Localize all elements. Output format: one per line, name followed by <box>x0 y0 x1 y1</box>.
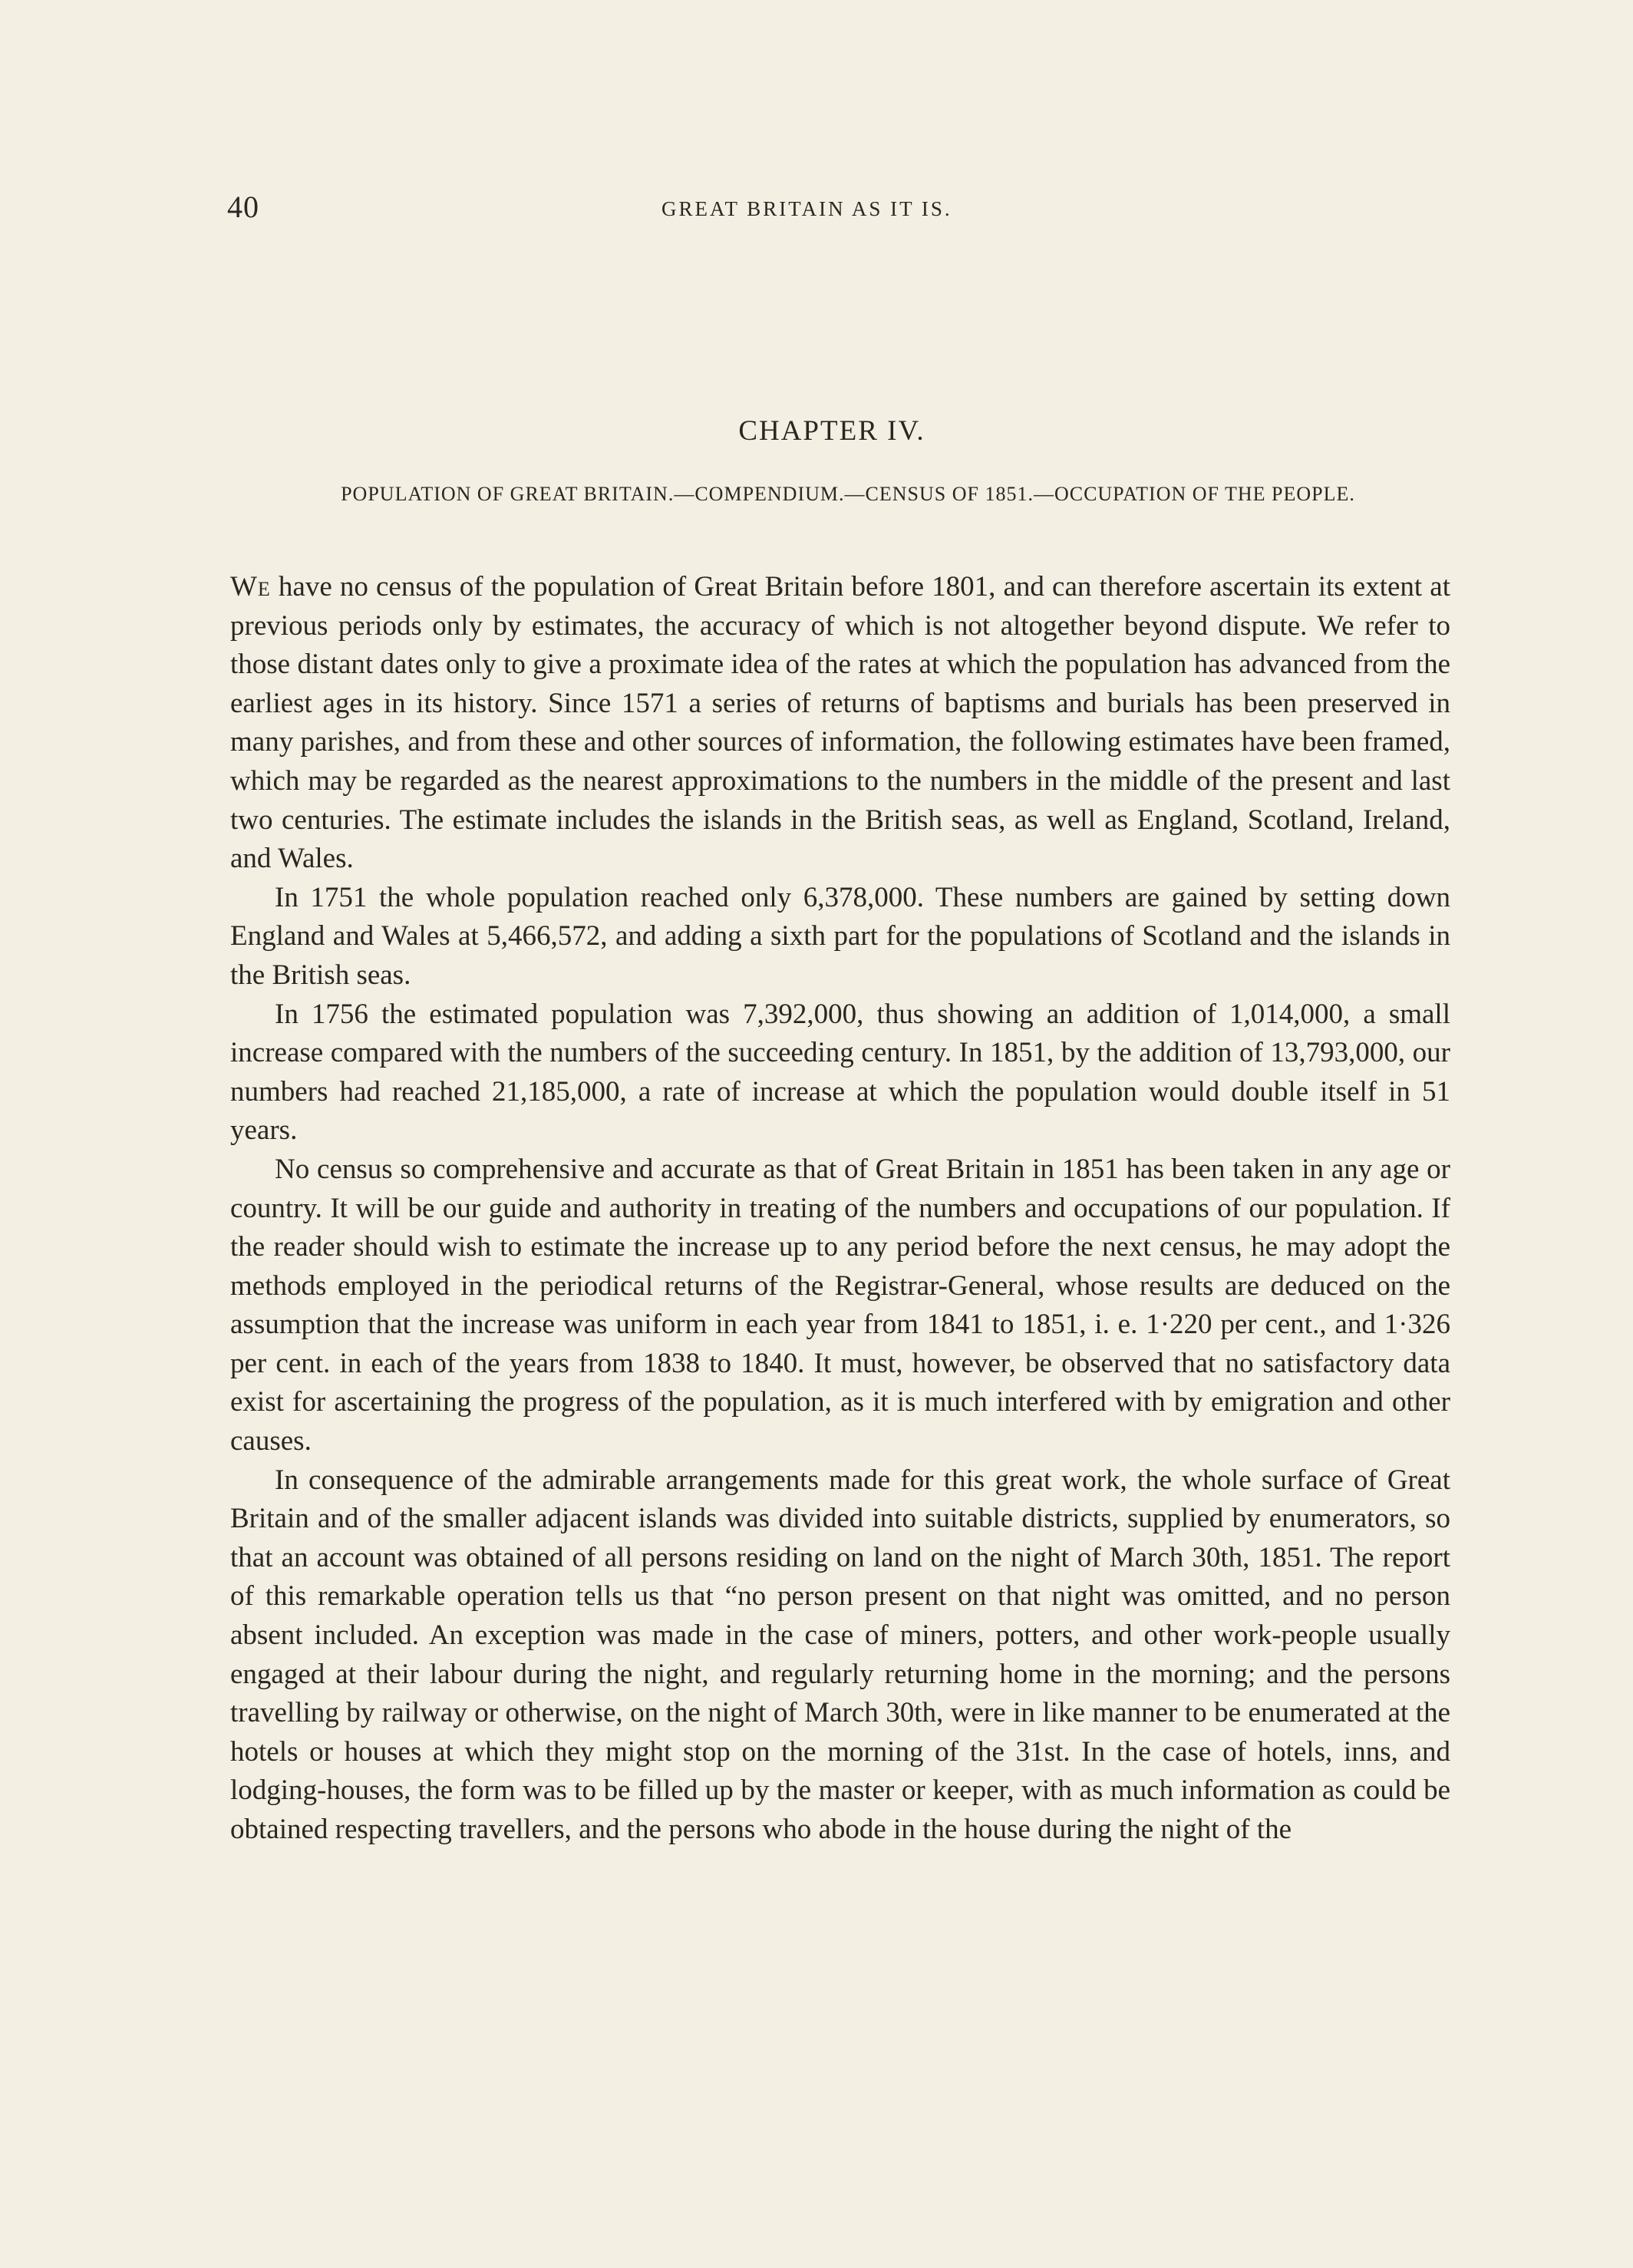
body-text <box>230 568 1450 1850</box>
paragraph-3: In 1756 the estimated population was 7,392,000, thus showing an addition of 1,014,000, a small increase compared with the numbers of the succeeding century. In 1851, by the addition of 13,793,000, our numbers had reached 21,185,000, a rate of increase at which the population would double itself in 51 years. <box>230 998 1450 1147</box>
paragraph-text: have no census of the population of Great Britain before 1801, and can therefore ascertain its extent at previous periods only by estimates, the accuracy of which is not altogether beyond dispute. We refer to those distant dates only to give a proximate idea of the rates at which the population has advanced from the earliest ages in its history. Since 1571 a series of returns of baptisms and burials has been preserved in many parishes, and from these and other sources of information, the following estimates have been framed, which may be regarded as the nearest approximations to the numbers in the middle of the present and last two centuries. The estimate includes the islands in the British seas, as well as England, Scotland, Ireland, and Wales. <box>230 571 1450 875</box>
running-title: GREAT BRITAIN AS IT IS. <box>661 197 952 220</box>
paragraph-1 <box>230 568 1450 879</box>
paragraph-2: In 1751 the whole population reached only 6,378,000. These numbers are gained by setting down England and Wales at 5,466,572, and adding a sixth part for the populations of Scotland and the islands in the British seas. <box>230 881 1450 991</box>
chapter-title: CHAPTER IV. <box>738 415 925 447</box>
chapter-subtitle: POPULATION OF GREAT BRITAIN.—COMPENDIUM.—CENSUS OF 1851.—OCCUPATION OF THE PEOPLE. <box>341 483 1355 505</box>
paragraph-5: In consequence of the admirable arrangements made for this great work, the whole surface of Great Britain and of the smaller adjacent islands was divided into suitable districts, supplied by enumerators, so that an account was obtained of all persons residing on land on the night of March 30th, 1851. The report of this remarkable operation tells us that “no person present on that night was omitted, and no person absent included. An exception was made in the case of miners, potters, and other work-people usually engaged at their labour during the night, and regularly returning home in the morning; and the persons travelling by railway or otherwise, on the night of March 30th, were in like manner to be enumerated at the hotels or houses at which they might stop on the morning of the 31st. In the case of hotels, inns, and lodging-houses, the form was to be filled up by the master or keeper, with as much information as could be obtained respecting travellers, and the persons who abode in the house during the night of the <box>230 1464 1450 1845</box>
page-number: 40 <box>227 190 259 224</box>
paragraph-4: No census so comprehensive and accurate as that of Great Britain in 1851 has been taken in any age or country. It will be our guide and authority in treating of the numbers and occupations of our population. If the reader should wish to estimate the increase up to any period before the next census, he may adopt the methods employed in the periodical returns of the Registrar-General, whose results are deduced on the assumption that the increase was uniform in each year from 1841 to 1851, i. e. 1·220 per cent., and 1·326 per cent. in each of the years from 1838 to 1840. It must, however, be observed that no satisfactory data exist for ascertaining the progress of the population, as it is much interfered with by emigration and other causes. <box>230 1153 1450 1458</box>
running-head <box>227 187 1447 227</box>
paragraph-lead-word: We <box>230 571 271 602</box>
